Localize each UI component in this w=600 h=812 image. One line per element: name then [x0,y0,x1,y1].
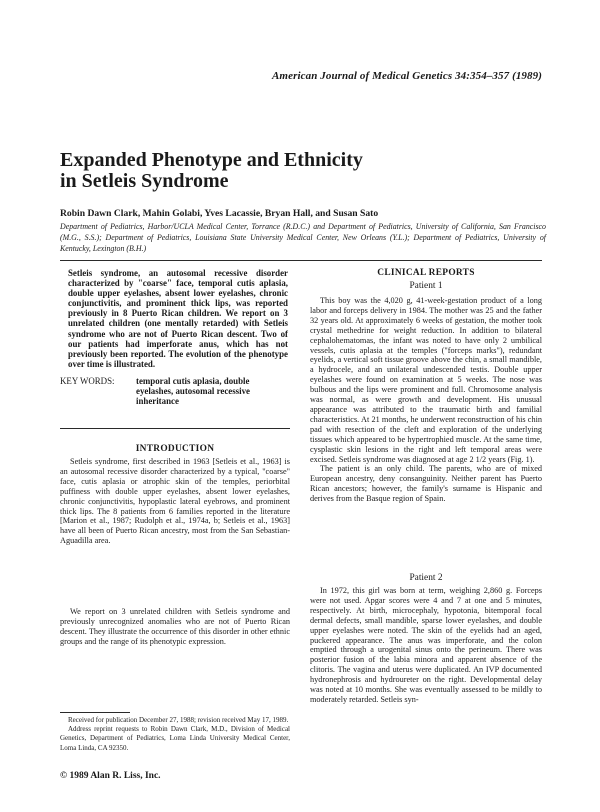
patient-1-p1: This boy was the 4,020 g, 41-week-gestation product of a long labor and forceps delivery in 1984. The mother was 25 and the father 32 years old. At approximately 6 weeks of gestation, the mother took crystal methedrine for weight reduction. In addition to bilateral cephalohematomas, the infant was noted to have only 2 umbilical vessels, cutis aplasia at the temples ("forceps marks"), redundant eyelids, a vertical soft tissue groove above the chin, a small mandible, a hydrocele, and an unilateral undescended testis. Double upper eyelashes were found on examination at 5 weeks. The nose was bulbous and the lips were prominent and full. Chromosome analysis was normal, as were growth and development. His unusual appearance was attributed to the traumatic birth and familial characteristics. At 21 months, he underwent reconstruction of his chin pad with resection of the cleft and exploration of the underlying tissues which appeared to be hypertrophied muscle. At the same time, cysplastic skin lesions in the right and left temporal areas were excised. Setleis syndrome was diagnosed at age 2 1/2 years (Fig. 1). [310,296,542,464]
keywords-text: temporal cutis aplasia, double eyelashes, autosomal recessive inheritance [136,376,250,407]
affiliations: Department of Pediatrics, Harbor/UCLA Medical Center, Torrance (R.D.C.) and Department of Pediatrics, University of California, San Francisco (M.G., S.S.); Department of Pediatrics, Louisiana State University Medical Center, New Orleans (Y.L.); Department of Pediatrics, University of Kentucky, Lexington (B.H.) [60,222,546,253]
patient-1-p2: The patient is an only child. The parents, who are of mixed European ancestry, deny consanguinity. Neither parent has Puerto Rican ancestors; however, the family's surname is Hispanic and derives from the Basque region of Spain. [310,464,542,504]
footnote-received: Received for publication December 27, 1988; revision received May 17, 1989. [68,716,289,724]
patient-2-heading: Patient 2 [409,573,443,583]
copyright: © 1989 Alan R. Liss, Inc. [60,771,161,781]
article-title [60,150,540,192]
journal-header: American Journal of Medical Genetics 34:354–357 (1989) [272,70,542,82]
introduction-paragraph-2 [60,607,290,647]
divider-top [60,260,542,261]
title-line-1: Expanded Phenotype and Ethnicity [60,149,363,171]
divider-abstract [60,428,290,429]
keywords-label: KEY WORDS: [60,376,115,386]
patient-1-text [310,296,542,504]
title-line-2: in Setleis Syndrome [60,170,229,192]
abstract: Setleis syndrome, an autosomal recessive disorder characterized by "coarse" face, temporal cutis aplasia, double upper eyelashes, absent lower eyelashes, chronic conjunctivitis, and prominent thick lips, was reported previously in 8 Puerto Rican children. We report on 3 unrelated children (one mentally retarded) with Setleis syndrome who are not of Puerto Rican descent. Two of our patients had imperforate anus, which has not previously been reported. The evolution of the phenotype over time is illustrated. [68,268,288,369]
footnote-address: Address reprint requests to Robin Dawn Clark, M.D., Division of Medical Genetics, Department of Pediatrics, Loma Linda University Medical Center, Loma Linda, CA 92350. [60,725,290,752]
footnotes [60,716,290,753]
footnote-rule [60,712,130,713]
intro-p1-text: Setleis syndrome, first described in 1963 [Setleis et al., 1963] is an autosomal recessive disorder characterized by a typical, "coarse" face, cutis aplasia or atrophic skin of the temples, periorbital puffiness with double upper eyelashes, absent lower eyelashes, chronic conjunctivitis, hypoplastic lateral eyebrows, and prominent thick lips. The 8 patients from 6 families reported in the literature [Marion et al., 1987; Rudolph et al., 1974a, b; Setleis et al., 1963] have all been of Puerto Rican ancestry, most from the San Sebastian-Aguadilla area. [60,457,290,546]
patient-2-p1: In 1972, this girl was born at term, weighing 2,860 g. Forceps were not used. Apgar scores were 4 and 7 at one and 5 minutes, respectively. At birth, microcephaly, hypotonia, bitemporal focal dermal defects, small mandible, sparse lower eyelashes, and double upper eyelashes were noted. The skin of the eyelids had an aged, puckered appearance. The anus was imperforate, and the colon emptied through a urogenital sinus onto the perineum. There was posterior fusion of the labia minora and apparent absence of the clitoris. The vagina and uterus were duplicated. An IVP documented hydronephrosis and hydroureter on the right. Developmental delay was noted at 10 months. She was eventually assessed to be mildly to moderately retarded. Setleis syn- [310,586,542,704]
introduction-paragraph-1 [60,457,290,546]
patient-1-heading: Patient 1 [409,281,443,291]
introduction-heading: INTRODUCTION [135,444,215,454]
author-list: Robin Dawn Clark, Mahin Golabi, Yves Lacassie, Bryan Hall, and Susan Sato [60,208,379,219]
clinical-reports-heading: CLINICAL REPORTS [377,268,475,278]
intro-p2-text: We report on 3 unrelated children with Setleis syndrome and previously unrecognized anomalies who are not of Puerto Rican descent. They illustrate the occurrence of this disorder in other ethnic groups and the range of its phenotypic expression. [60,607,290,646]
patient-2-text [310,586,542,705]
